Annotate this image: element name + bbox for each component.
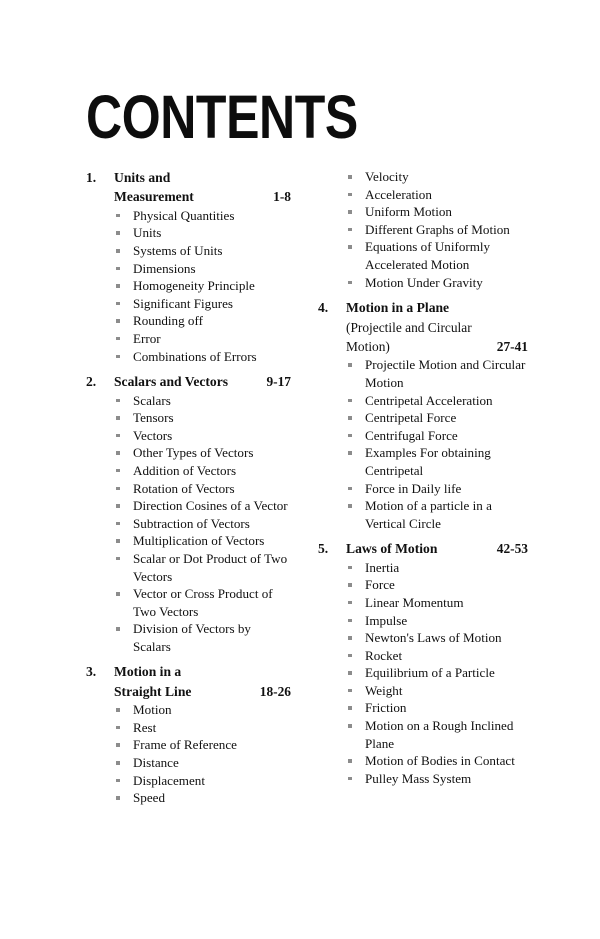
topic-item[interactable] bbox=[114, 789, 291, 807]
topic-item[interactable] bbox=[346, 480, 528, 498]
square-bullet-icon bbox=[348, 434, 352, 438]
square-bullet-icon bbox=[348, 566, 352, 570]
square-bullet-icon bbox=[116, 319, 120, 323]
square-bullet-icon bbox=[116, 267, 120, 271]
square-bullet-icon bbox=[116, 708, 120, 712]
square-bullet-icon bbox=[116, 416, 120, 420]
topic-label: Significant Figures bbox=[133, 295, 234, 311]
topic-item[interactable] bbox=[114, 772, 291, 790]
toc-chapter bbox=[318, 298, 528, 532]
square-bullet-icon bbox=[348, 363, 352, 367]
topic-label: Velocity bbox=[365, 169, 409, 184]
topic-label: Division of Vectors by Scalars bbox=[133, 621, 251, 654]
square-bullet-icon bbox=[116, 302, 120, 306]
topic-label: Units bbox=[133, 225, 162, 241]
square-bullet-icon bbox=[348, 245, 352, 249]
topic-item[interactable] bbox=[346, 559, 528, 577]
topic-item[interactable] bbox=[114, 242, 291, 260]
chapter-heading[interactable] bbox=[86, 168, 291, 207]
topic-item[interactable] bbox=[346, 576, 528, 594]
toc-chapter bbox=[86, 372, 291, 655]
square-bullet-icon bbox=[348, 451, 352, 455]
chapter-title-line bbox=[346, 539, 528, 558]
topic-label: Rest bbox=[133, 719, 157, 735]
topic-item[interactable] bbox=[114, 277, 291, 295]
square-bullet-icon bbox=[348, 210, 352, 214]
chapter-topic-list bbox=[86, 701, 291, 807]
topic-item[interactable] bbox=[346, 647, 528, 665]
chapter-title: Motion in a Plane bbox=[346, 300, 450, 316]
topic-label: Linear Momentum bbox=[365, 594, 464, 610]
topic-label: Motion of a particle in a Vertical Circle bbox=[365, 498, 492, 531]
topic-label: Tensors bbox=[133, 410, 174, 426]
chapter-number: 5. bbox=[318, 541, 329, 557]
chapter-topic-list bbox=[318, 168, 528, 291]
topic-item[interactable] bbox=[114, 207, 291, 225]
topic-label: Motion Under Gravity bbox=[365, 274, 483, 290]
square-bullet-icon bbox=[348, 504, 352, 508]
topic-item[interactable] bbox=[346, 752, 528, 770]
square-bullet-icon bbox=[348, 689, 352, 693]
chapter-number: 1. bbox=[86, 170, 97, 185]
square-bullet-icon bbox=[348, 416, 352, 420]
topic-item[interactable] bbox=[346, 427, 528, 445]
topic-label: Different Graphs of Motion bbox=[365, 221, 510, 237]
toc-chapter bbox=[318, 168, 528, 291]
square-bullet-icon bbox=[348, 601, 352, 605]
topic-label: Homogeneity Principle bbox=[133, 278, 255, 294]
topic-label: Equations of Uniformly Accelerated Motion bbox=[365, 239, 491, 272]
chapter-title-line bbox=[346, 337, 528, 356]
topic-label: Motion bbox=[133, 702, 172, 718]
chapter-topic-list bbox=[318, 356, 528, 532]
chapter-subtitle: Motion) bbox=[346, 338, 390, 354]
square-bullet-icon bbox=[116, 779, 120, 783]
square-bullet-icon bbox=[348, 583, 352, 587]
chapter-page-range: 18-26 bbox=[259, 683, 291, 699]
topic-label: Centripetal Acceleration bbox=[365, 392, 493, 408]
square-bullet-icon bbox=[348, 619, 352, 623]
chapter-number: 2. bbox=[86, 374, 97, 390]
chapter-title: Straight Line bbox=[114, 683, 192, 699]
square-bullet-icon bbox=[116, 399, 120, 403]
topic-label: Frame of Reference bbox=[133, 737, 237, 753]
chapter-title-line bbox=[346, 318, 528, 337]
topic-item[interactable] bbox=[346, 629, 528, 647]
topic-item[interactable] bbox=[114, 620, 291, 655]
topic-item[interactable] bbox=[346, 770, 528, 788]
topic-label: Dimensions bbox=[133, 260, 196, 276]
square-bullet-icon bbox=[116, 522, 120, 526]
chapter-title-line bbox=[114, 682, 291, 701]
square-bullet-icon bbox=[116, 761, 120, 765]
topic-label: Other Types of Vectors bbox=[133, 445, 254, 461]
square-bullet-icon bbox=[348, 193, 352, 197]
square-bullet-icon bbox=[348, 777, 352, 781]
topic-label: Subtraction of Vectors bbox=[133, 515, 250, 531]
square-bullet-icon bbox=[116, 337, 120, 341]
chapter-subtitle: (Projectile and Circular bbox=[346, 319, 472, 335]
topic-label: Rounding off bbox=[133, 313, 203, 329]
topic-item[interactable] bbox=[114, 585, 291, 620]
topic-label: Physical Quantities bbox=[133, 207, 235, 223]
square-bullet-icon bbox=[348, 399, 352, 403]
topic-label: Systems of Units bbox=[133, 243, 223, 258]
topic-label: Rotation of Vectors bbox=[133, 480, 235, 496]
topic-item[interactable] bbox=[114, 295, 291, 313]
square-bullet-icon bbox=[348, 671, 352, 675]
topic-item[interactable] bbox=[346, 699, 528, 717]
chapter-title: Scalars and Vectors bbox=[114, 374, 229, 390]
topic-label: Multiplication of Vectors bbox=[133, 533, 265, 549]
chapter-title-line bbox=[114, 662, 291, 681]
chapter-topic-list bbox=[318, 559, 528, 788]
chapter-number: 3. bbox=[86, 664, 97, 680]
topic-item[interactable] bbox=[346, 409, 528, 427]
topic-item[interactable] bbox=[346, 664, 528, 682]
topic-item[interactable] bbox=[114, 462, 291, 480]
topic-item[interactable] bbox=[114, 736, 291, 754]
square-bullet-icon bbox=[116, 743, 120, 747]
chapter-title: Motion in a bbox=[114, 664, 182, 680]
toc-chapter bbox=[86, 168, 291, 365]
topic-item[interactable] bbox=[114, 348, 291, 366]
square-bullet-icon bbox=[116, 539, 120, 543]
square-bullet-icon bbox=[348, 228, 352, 232]
square-bullet-icon bbox=[116, 627, 120, 631]
square-bullet-icon bbox=[116, 355, 120, 359]
topic-label: Inertia bbox=[365, 559, 400, 575]
topic-label: Projectile Motion and Circular Motion bbox=[365, 357, 526, 390]
topic-item[interactable] bbox=[346, 497, 528, 532]
topic-label: Vector or Cross Product of Two Vectors bbox=[133, 586, 273, 619]
topic-item[interactable] bbox=[114, 444, 291, 462]
topic-label: Scalars bbox=[133, 392, 171, 408]
topic-item[interactable] bbox=[114, 409, 291, 427]
chapter-heading[interactable] bbox=[86, 372, 291, 391]
square-bullet-icon bbox=[348, 706, 352, 710]
topic-label: Friction bbox=[365, 700, 407, 716]
toc-chapter bbox=[318, 539, 528, 787]
topic-item[interactable] bbox=[346, 168, 528, 186]
square-bullet-icon bbox=[116, 487, 120, 491]
topic-item[interactable] bbox=[346, 717, 528, 752]
square-bullet-icon bbox=[116, 726, 120, 730]
topic-item[interactable] bbox=[114, 497, 291, 515]
topic-item[interactable] bbox=[114, 224, 291, 242]
square-bullet-icon bbox=[348, 724, 352, 728]
chapter-title: Laws of Motion bbox=[346, 541, 438, 557]
topic-label: Equilibrium of a Particle bbox=[365, 665, 495, 681]
topic-item[interactable] bbox=[114, 532, 291, 550]
topic-label: Displacement bbox=[133, 772, 205, 788]
topic-item[interactable] bbox=[346, 612, 528, 630]
topic-label: Weight bbox=[365, 682, 403, 698]
topic-label: Acceleration bbox=[365, 186, 432, 202]
square-bullet-icon bbox=[116, 592, 120, 596]
topic-label: Motion of Bodies in Contact bbox=[365, 753, 515, 769]
topic-item[interactable] bbox=[346, 356, 528, 391]
square-bullet-icon bbox=[348, 487, 352, 491]
square-bullet-icon bbox=[116, 214, 120, 218]
topic-label: Force bbox=[365, 577, 395, 593]
topic-item[interactable] bbox=[114, 515, 291, 533]
toc-chapter bbox=[86, 662, 291, 806]
chapter-title-line bbox=[346, 298, 528, 317]
square-bullet-icon bbox=[116, 434, 120, 438]
topic-item[interactable] bbox=[114, 260, 291, 278]
topic-label: Force in Daily life bbox=[365, 480, 462, 496]
topic-label: Vectors bbox=[133, 427, 173, 443]
topic-item[interactable] bbox=[114, 550, 291, 585]
chapter-topic-list bbox=[86, 207, 291, 365]
chapter-heading[interactable] bbox=[86, 662, 291, 701]
topic-item[interactable] bbox=[346, 186, 528, 204]
topic-label: Motion on a Rough Inclined Plane bbox=[365, 718, 514, 751]
square-bullet-icon bbox=[348, 175, 352, 179]
topic-item[interactable] bbox=[114, 480, 291, 498]
topic-item[interactable] bbox=[346, 682, 528, 700]
topic-label: Combinations of Errors bbox=[133, 348, 257, 364]
topic-label: Newton's Laws of Motion bbox=[365, 630, 502, 646]
topic-label: Centrifugal Force bbox=[365, 427, 458, 443]
topic-label: Scalar or Dot Product of Two Vectors bbox=[133, 550, 288, 584]
chapter-page-range: 9-17 bbox=[266, 374, 291, 390]
topic-label: Speed bbox=[133, 790, 165, 806]
page-title: CONTENTS bbox=[86, 83, 358, 151]
topic-item[interactable] bbox=[114, 719, 291, 737]
topic-item[interactable] bbox=[114, 312, 291, 330]
chapter-page-range: 42-53 bbox=[496, 541, 528, 557]
chapter-title-line bbox=[114, 187, 291, 206]
chapter-topic-list bbox=[86, 392, 291, 656]
square-bullet-icon bbox=[116, 469, 120, 473]
topic-item[interactable] bbox=[114, 427, 291, 445]
topic-item[interactable] bbox=[114, 701, 291, 719]
square-bullet-icon bbox=[116, 231, 120, 235]
chapter-title: Measurement bbox=[114, 189, 194, 205]
topic-label: Centripetal Force bbox=[365, 410, 457, 426]
square-bullet-icon bbox=[348, 654, 352, 658]
topic-label: Pulley Mass System bbox=[365, 770, 472, 786]
topic-item[interactable] bbox=[346, 274, 528, 292]
chapter-title-line bbox=[114, 168, 291, 187]
square-bullet-icon bbox=[348, 759, 352, 763]
chapter-page-range: 27-41 bbox=[496, 338, 528, 354]
chapter-title-line bbox=[114, 372, 291, 391]
topic-label: Uniform Motion bbox=[365, 204, 452, 220]
square-bullet-icon bbox=[116, 284, 120, 288]
square-bullet-icon bbox=[348, 636, 352, 640]
topic-label: Rocket bbox=[365, 647, 403, 663]
toc-column-right bbox=[318, 168, 528, 794]
square-bullet-icon bbox=[116, 504, 120, 508]
square-bullet-icon bbox=[116, 796, 120, 800]
topic-item[interactable] bbox=[346, 238, 528, 273]
topic-item[interactable] bbox=[346, 594, 528, 612]
topic-label: Impulse bbox=[365, 612, 408, 628]
square-bullet-icon bbox=[116, 249, 120, 253]
topic-item[interactable] bbox=[114, 754, 291, 772]
topic-label: Distance bbox=[133, 755, 179, 771]
topic-item[interactable] bbox=[346, 444, 528, 479]
topic-label: Addition of Vectors bbox=[133, 462, 237, 478]
topic-item[interactable] bbox=[346, 392, 528, 410]
square-bullet-icon bbox=[116, 557, 120, 561]
topic-label: Direction Cosines of a Vector bbox=[133, 498, 288, 514]
topic-item[interactable] bbox=[346, 221, 528, 239]
square-bullet-icon bbox=[348, 281, 352, 285]
chapter-page-range: 1-8 bbox=[273, 189, 291, 205]
topic-label: Error bbox=[133, 330, 161, 346]
topic-item[interactable] bbox=[346, 203, 528, 221]
topic-label: Examples For obtaining Centripetal bbox=[365, 445, 491, 478]
topic-item[interactable] bbox=[114, 392, 291, 410]
square-bullet-icon bbox=[116, 451, 120, 455]
chapter-title: Units and bbox=[114, 170, 171, 185]
chapter-number: 4. bbox=[318, 300, 329, 316]
chapter-heading[interactable] bbox=[318, 298, 528, 356]
toc-column-left bbox=[86, 168, 291, 814]
chapter-heading[interactable] bbox=[318, 539, 528, 558]
topic-item[interactable] bbox=[114, 330, 291, 348]
